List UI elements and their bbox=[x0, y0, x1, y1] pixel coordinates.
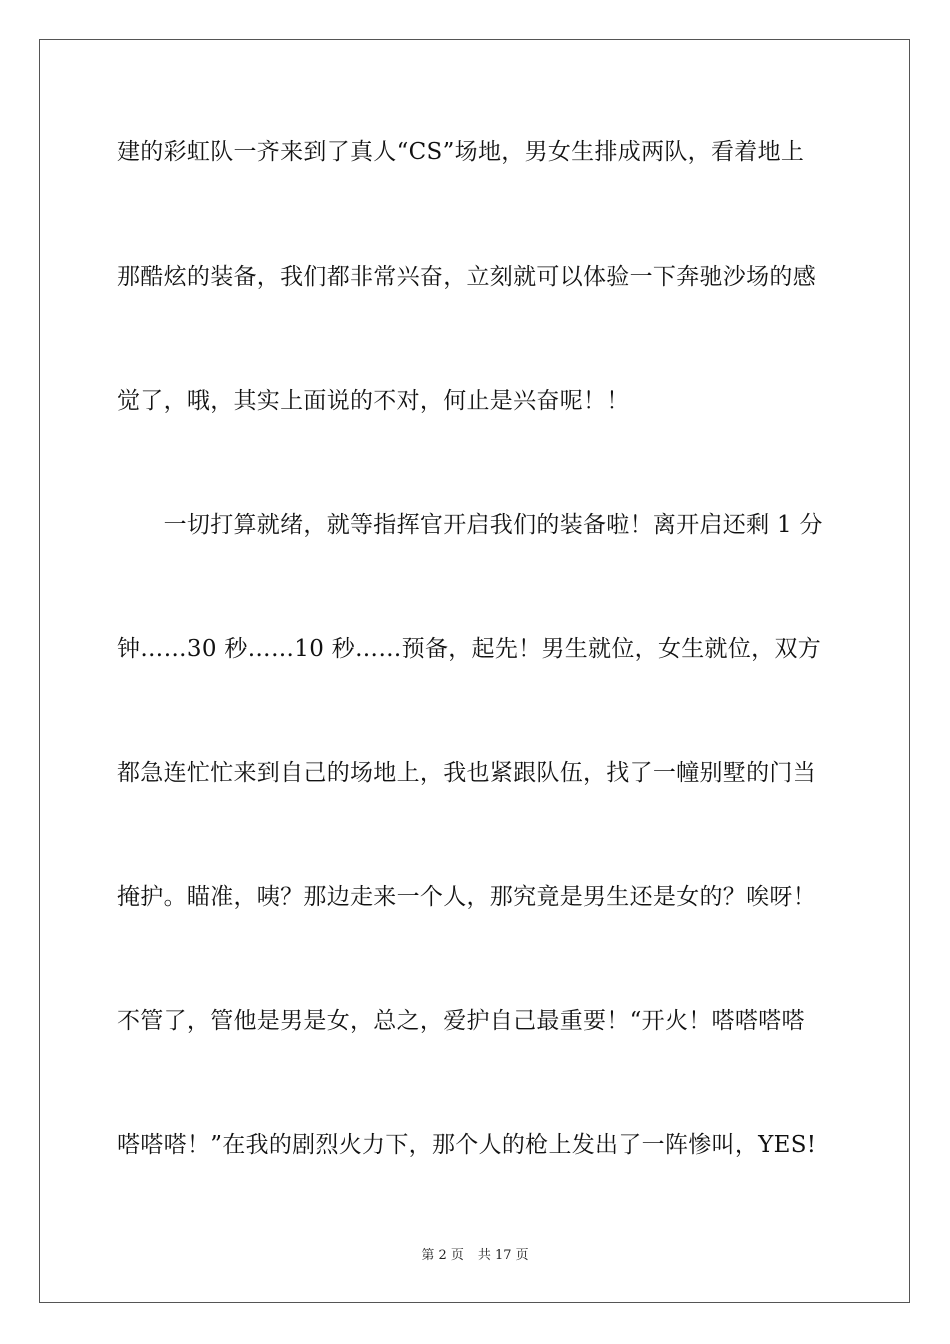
text-line-2: 那酷炫的装备，我们都非常兴奋，立刻就可以体验一下奔驰沙场的感 bbox=[117, 264, 816, 290]
page-footer bbox=[0, 1247, 950, 1265]
text-line-3: 觉了，哦，其实上面说的不对，何止是兴奋呢！！ bbox=[117, 388, 630, 414]
text-line-9: 嗒嗒嗒！”在我的剧烈火力下，那个人的枪上发出了一阵惨叫，YES! bbox=[117, 1132, 817, 1158]
text-line-6: 都急连忙忙来到自己的场地上，我也紧跟队伍，找了一幢别墅的门当 bbox=[117, 760, 816, 786]
text-line-4: 一切打算就绪，就等指挥官开启我们的装备啦！离开启还剩 1 分 bbox=[117, 512, 823, 538]
page-border bbox=[39, 39, 910, 1303]
text-line-7: 掩护。瞄准，咦？那边走来一个人，那究竟是男生还是女的？唉呀！ bbox=[117, 884, 816, 910]
text-line-1: 建的彩虹队一齐来到了真人“CS”场地，男女生排成两队，看着地上 bbox=[117, 139, 805, 165]
page-number: 第 2 页 bbox=[421, 1248, 464, 1263]
text-line-8: 不管了，管他是男是女，总之，爱护自己最重要！“开火！嗒嗒嗒嗒 bbox=[117, 1008, 805, 1034]
text-line-5: 钟……30 秒……10 秒……预备，起先！男生就位，女生就位，双方 bbox=[117, 636, 822, 662]
page-total: 共 17 页 bbox=[477, 1248, 529, 1263]
